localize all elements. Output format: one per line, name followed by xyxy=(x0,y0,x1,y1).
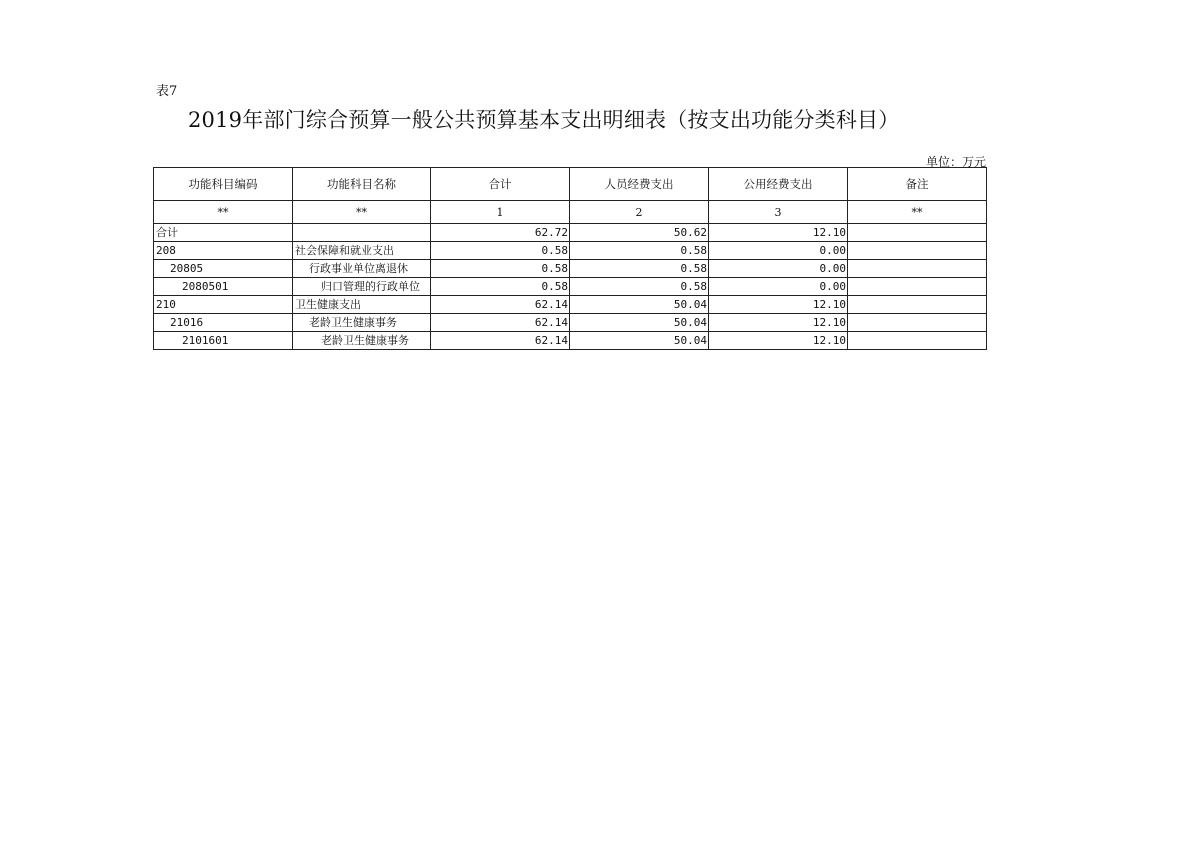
cell-code: 208 xyxy=(154,242,293,260)
index-name: ** xyxy=(293,201,431,224)
table-row xyxy=(154,314,987,332)
index-public: 3 xyxy=(709,201,848,224)
cell-public: 0.00 xyxy=(709,278,848,296)
cell-name: 归口管理的行政单位 xyxy=(293,278,431,296)
page-title: 2019年部门综合预算一般公共预算基本支出明细表（按支出功能分类科目） xyxy=(188,108,900,132)
cell-code: 210 xyxy=(154,296,293,314)
table-index-row xyxy=(154,201,987,224)
cell-name: 老龄卫生健康事务 xyxy=(293,332,431,350)
cell-note xyxy=(848,224,987,242)
cell-total: 62.14 xyxy=(431,296,570,314)
cell-code: 2080501 xyxy=(154,278,293,296)
cell-public: 0.00 xyxy=(709,260,848,278)
cell-total: 0.58 xyxy=(431,278,570,296)
cell-total: 62.14 xyxy=(431,332,570,350)
budget-table xyxy=(153,167,987,350)
cell-personnel: 50.04 xyxy=(570,314,709,332)
header-code: 功能科目编码 xyxy=(154,168,293,201)
table-row xyxy=(154,278,987,296)
cell-note xyxy=(848,278,987,296)
header-name: 功能科目名称 xyxy=(293,168,431,201)
header-note: 备注 xyxy=(848,168,987,201)
cell-total: 0.58 xyxy=(431,260,570,278)
header-personnel: 人员经费支出 xyxy=(570,168,709,201)
cell-personnel: 0.58 xyxy=(570,260,709,278)
cell-name: 社会保障和就业支出 xyxy=(293,242,431,260)
cell-name xyxy=(293,224,431,242)
cell-code: 2101601 xyxy=(154,332,293,350)
index-total: 1 xyxy=(431,201,570,224)
table-row xyxy=(154,296,987,314)
cell-code: 合计 xyxy=(154,224,293,242)
cell-total: 0.58 xyxy=(431,242,570,260)
cell-public: 12.10 xyxy=(709,296,848,314)
header-total: 合计 xyxy=(431,168,570,201)
cell-code: 20805 xyxy=(154,260,293,278)
budget-table-container xyxy=(153,167,986,350)
table-row xyxy=(154,242,987,260)
cell-note xyxy=(848,296,987,314)
cell-personnel: 50.04 xyxy=(570,332,709,350)
cell-note xyxy=(848,260,987,278)
cell-public: 0.00 xyxy=(709,242,848,260)
table-label: 表7 xyxy=(156,84,178,99)
cell-personnel: 50.04 xyxy=(570,296,709,314)
table-row xyxy=(154,224,987,242)
cell-name: 行政事业单位离退休 xyxy=(293,260,431,278)
cell-public: 12.10 xyxy=(709,314,848,332)
cell-public: 12.10 xyxy=(709,224,848,242)
cell-note xyxy=(848,314,987,332)
index-personnel: 2 xyxy=(570,201,709,224)
cell-public: 12.10 xyxy=(709,332,848,350)
cell-personnel: 0.58 xyxy=(570,278,709,296)
index-code: ** xyxy=(154,201,293,224)
table-header-row xyxy=(154,168,987,201)
cell-total: 62.14 xyxy=(431,314,570,332)
table-row xyxy=(154,332,987,350)
cell-note xyxy=(848,242,987,260)
header-public: 公用经费支出 xyxy=(709,168,848,201)
table-body xyxy=(154,224,987,350)
cell-name: 老龄卫生健康事务 xyxy=(293,314,431,332)
unit-label: 单位：万元 xyxy=(925,155,986,169)
cell-note xyxy=(848,332,987,350)
index-note: ** xyxy=(848,201,987,224)
cell-total: 62.72 xyxy=(431,224,570,242)
table-row xyxy=(154,260,987,278)
cell-personnel: 0.58 xyxy=(570,242,709,260)
cell-personnel: 50.62 xyxy=(570,224,709,242)
cell-code: 21016 xyxy=(154,314,293,332)
cell-name: 卫生健康支出 xyxy=(293,296,431,314)
